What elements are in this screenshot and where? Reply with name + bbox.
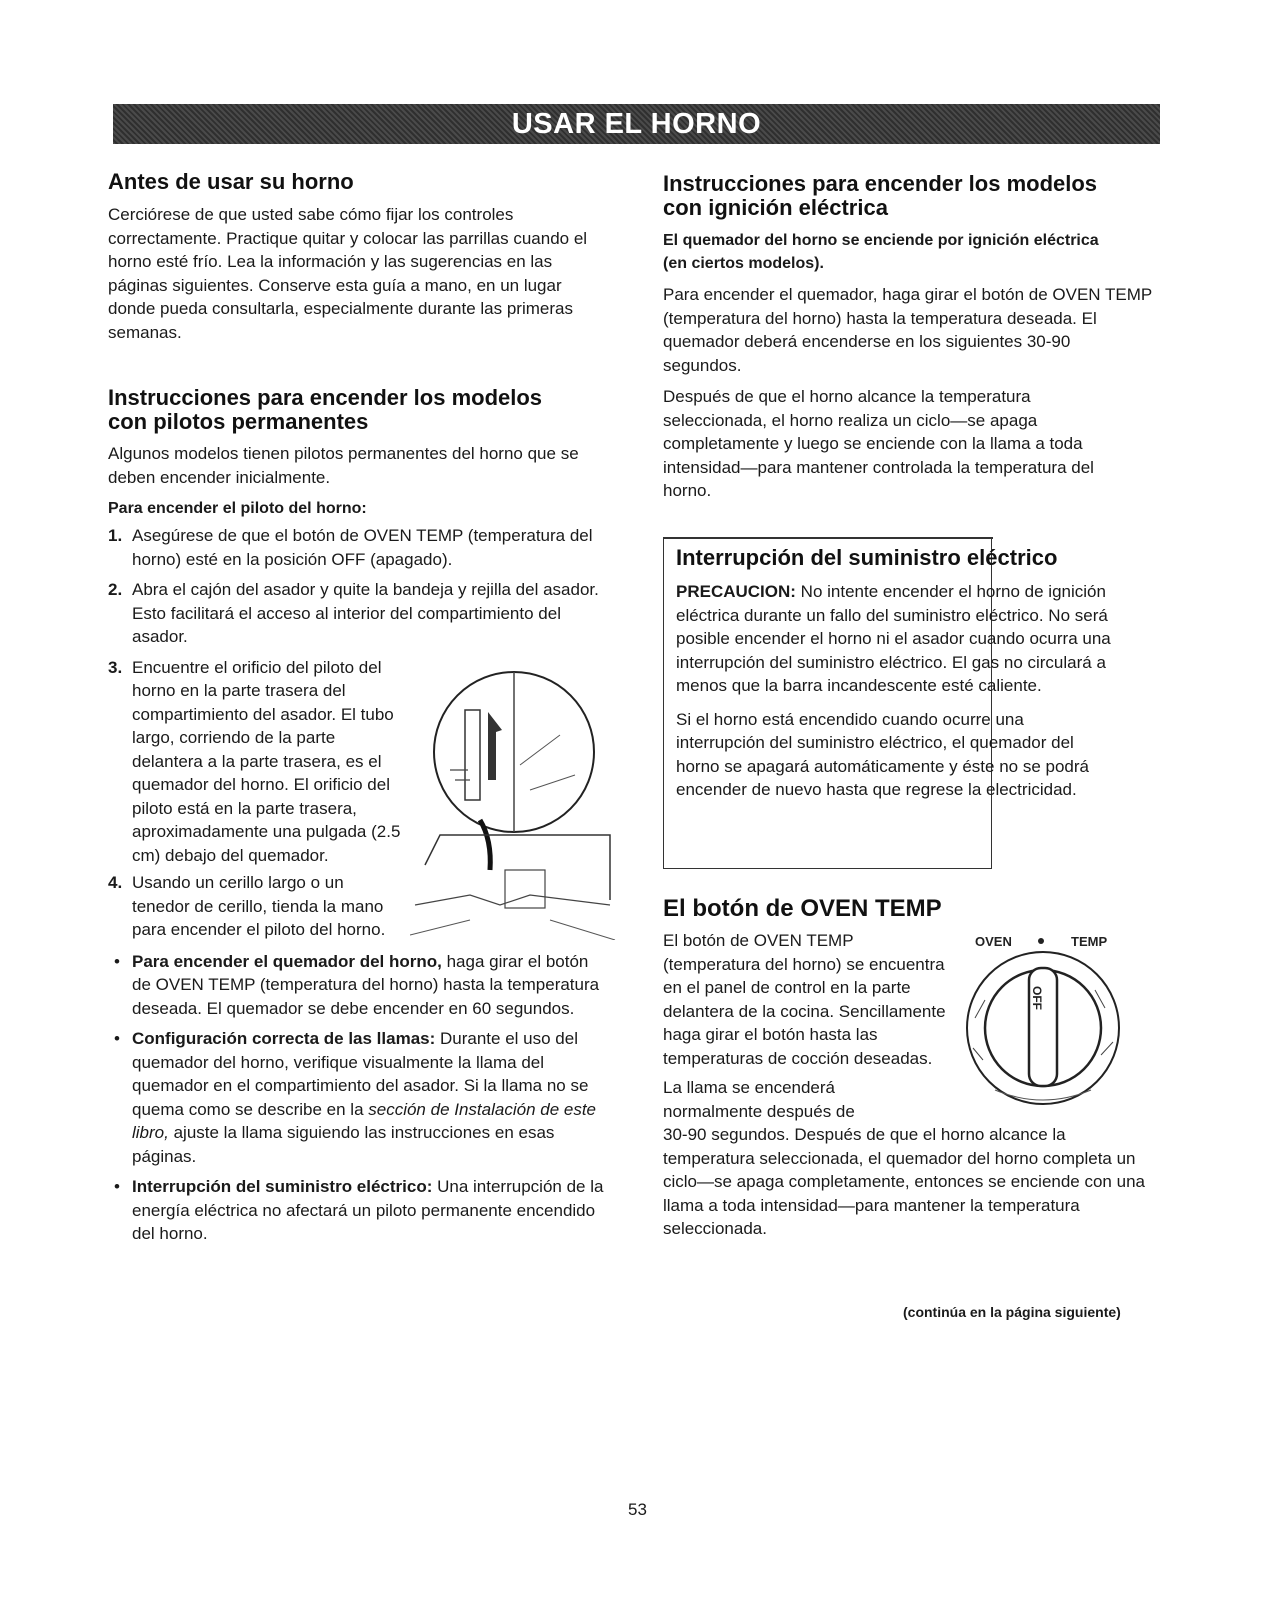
heading-oven-temp: El botón de OVEN TEMP: [663, 895, 942, 922]
continued-note: (continúa en la página siguiente): [903, 1304, 1121, 1320]
pilot-location-illustration: [410, 670, 620, 940]
right-column: [663, 172, 1153, 503]
paragraph-oven-temp-2a: La llama se encenderá normalmente después de: [663, 1078, 855, 1121]
bullet-configuracion-llamas: • Configuración correcta de las llamas: Durante el uso del quemador del horno, verifique visualmente la llama del quemador en el compartimiento del asador. Si la llama no se quema como se describe en la sección de Instalación de este libro, ajuste la llama siguiendo las instrucciones en esas páginas.: [108, 1027, 608, 1168]
oven-temp-knob-illustration: [955, 930, 1130, 1105]
paragraph-precaucion: PRECAUCION: No intente encender el horno de ignición eléctrica durante un fallo del suministro eléctrico. No será posible encender el horno ni el asador cuando ocurra una interrupción del suministro eléctrico. El gas no circulará a menos que la barra incandescente esté caliente.: [676, 582, 1111, 695]
paragraph-antes: Cerciórese de que usted sabe cómo fijar los controles correctamente. Practique quitar y colocar las parrillas cuando el horno esté frío. Lea la información y las sugerencias en las páginas siguientes. Conserve esta guía a mano, en un lugar donde pueda consultarla, especialmente durante las primeras semanas.: [108, 205, 588, 342]
paragraph-oven-temp-2b: 30-90 segundos. Después de que el horno alcance la temperatura seleccionada, el quemador del horno completa un ciclo—se apaga completamente, entonces se enciende con una llama a toda intensidad—para mantener la temperatura seleccionada.: [663, 1125, 1145, 1238]
step-4: 4. Usando un cerillo largo o un tenedor de cerillo, tienda la mano para encender el piloto del horno.: [108, 873, 386, 939]
step-3: 3. Encuentre el orificio del piloto del horno en la parte trasera del compartimiento del asador. El tubo largo, corriendo de la parte delantera a la parte trasera, es el quemador del horno. El orificio del piloto está en la parte trasera, aproximadamente una pulgada (2.5 cm) debajo del quemador.: [108, 657, 401, 865]
paragraph-oven-temp-1: El botón de OVEN TEMP (temperatura del horno) se encuentra en el panel de control en la parte delantera de la cocina. Sencillamente haga girar el botón hasta las temperaturas de cocción deseadas.: [663, 931, 946, 1068]
subheading-encender-piloto: Para encender el piloto del horno:: [108, 500, 367, 517]
bullet-interrupcion: • Interrupción del suministro eléctrico: Una interrupción de la energía eléctrica no afectará un piloto permanente encendido del horno.: [108, 1175, 608, 1246]
knob-label-oven: OVEN: [975, 934, 1012, 949]
knob-off-label: OFF: [1030, 986, 1044, 1010]
heading-ignicion-l1: Instrucciones para encender los modelos: [663, 171, 1098, 196]
heading-ignicion-l2: con ignición eléctrica: [663, 195, 888, 220]
bullet-encender-quemador: • Para encender el quemador del horno, haga girar el botón de OVEN TEMP (temperatura del horno) hasta la temperatura deseada. El quemador se debe encender en 60 segundos.: [108, 950, 608, 1021]
interrupcion-content: [676, 546, 1146, 802]
section-banner: [113, 104, 1160, 144]
subheading-ignicion: El quemador del horno se enciende por ignición eléctrica (en ciertos modelos).: [663, 232, 1099, 272]
step-2: 2. Abra el cajón del asador y quite la bandeja y rejilla del asador. Esto facilitará el acceso al interior del compartimiento del asador.: [108, 580, 599, 646]
paragraph-ignicion-2: Después de que el horno alcance la temperatura seleccionada, el horno realiza un ciclo—se apaga completamente y luego se enciende con la llama a toda intensidad—para mantener controlada la temperatura del horno.: [663, 387, 1094, 500]
bullet-list: [108, 950, 608, 1246]
banner-title: USAR EL HORNO: [511, 108, 762, 140]
heading-pilotos-l2: con pilotos permanentes: [108, 409, 369, 434]
heading-pilotos-l1: Instrucciones para encender los modelos: [108, 385, 543, 410]
heading-interrupcion: Interrupción del suministro eléctrico: [676, 545, 1058, 570]
step-1: 1. Asegúrese de que el botón de OVEN TEMP (temperatura del horno) esté en la posición OFF (apagado).: [108, 526, 593, 569]
knob-label-temp: TEMP: [1071, 934, 1108, 949]
heading-antes: Antes de usar su horno: [108, 169, 354, 194]
page-number: 53: [628, 1500, 647, 1519]
paragraph-ignicion-1: Para encender el quemador, haga girar el botón de OVEN TEMP (temperatura del horno) hasta la temperatura deseada. El quemador deberá encenderse en los siguientes 30-90 segundos.: [663, 285, 1152, 375]
paragraph-pilotos-intro: Algunos modelos tienen pilotos permanentes del horno que se deben encender inicialmente.: [108, 444, 579, 487]
paragraph-interrupcion-2: Si el horno está encendido cuando ocurre una interrupción del suministro eléctrico, el quemador del horno se apagará automáticamente y éste no se podrá encender de nuevo hasta que regrese la electricidad.: [676, 709, 1089, 799]
